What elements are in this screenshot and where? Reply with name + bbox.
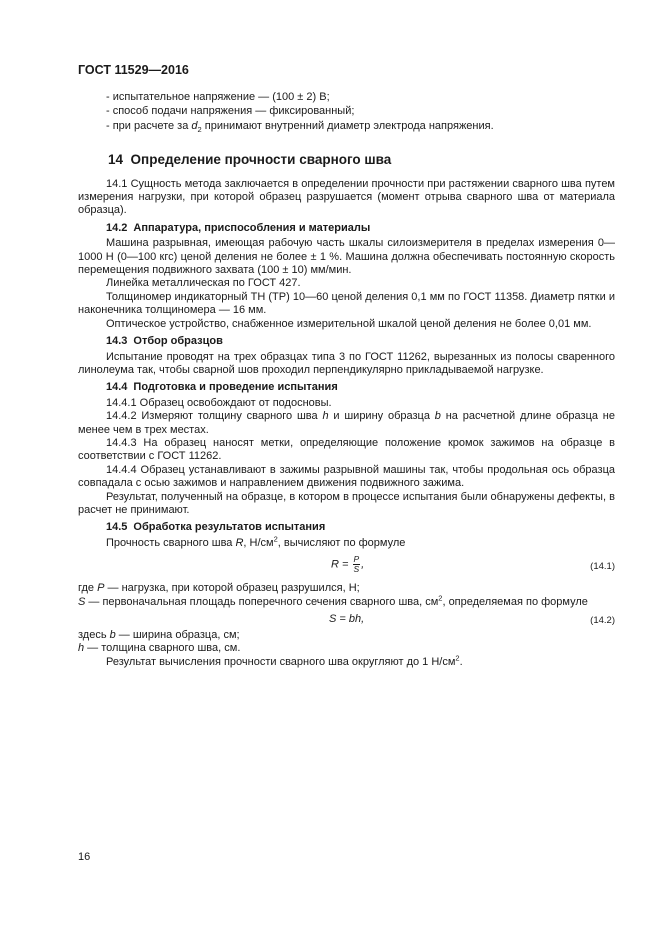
paragraph: где P — нагрузка, при которой образец разрушился, Н; [78, 582, 360, 595]
section-14-3-heading: 14.3 Отбор образцов [106, 335, 223, 348]
formula-number: (14.2) [590, 615, 615, 626]
paragraph: здесь b — ширина образца, см; [78, 629, 240, 641]
section-14-4-heading: 14.4 Подготовка и проведение испытания [106, 381, 338, 394]
paragraph: Испытание проводят на трех образцах типа 3 по ГОСТ 11262, вырезанных из полосы сваренного линолеума так, чтобы сварной шов проходил перпендикулярно прикладываемой нагрузке. [78, 350, 615, 376]
list-item: - при расчете за $d_2$ принимают внутренний диаметр электрода напряжения. [106, 119, 494, 134]
document-body [78, 91, 615, 669]
test-parameters-list [78, 91, 615, 133]
formula-14-2: S = bh, (14.2) [329, 613, 615, 626]
paragraph: Оптическое устройство, снабженное измерительной шкалой ценой деления не более 0,01 мм. [106, 317, 592, 330]
list-item: - испытательное напряжение — (100 ± 2) В; [106, 91, 330, 103]
paragraph-14-4-4: 14.4.4 Образец устанавливают в зажимы разрывной машины так, чтобы продольная ось образца совпадала с осью зажимов и направлением движения подвижного зажима. [78, 463, 615, 490]
fraction: $\frac{P}{S}$ [353, 554, 360, 575]
document-header: ГОСТ 11529—2016 [78, 63, 189, 77]
paragraph: Прочность сварного шва R, $Н/см^2$, вычисляют по формуле [106, 534, 406, 549]
paragraph: Машина разрывная, имеющая рабочую часть шкалы силоизмерителя в пределах измерения 0—1000 Н (0—100 кгс) ценой деления не более ± 1 %. Машина должна обеспечивать постоянную скорость перемещения подвижного захвата (100 ± 10) мм/мин. [78, 237, 615, 277]
page-number: 16 [78, 851, 91, 863]
paragraph: Результат вычисления прочности сварного шва округляют до 1 $Н/см^2$. [106, 653, 463, 668]
formula-number: (14.1) [590, 561, 615, 573]
list-item: - способ подачи напряжения — фиксированный; [106, 105, 355, 118]
paragraph-14-4-3: 14.4.3 На образец наносят метки, определяющие положение кромок зажимов на образце в соответствии с ГОСТ 11262. [78, 436, 615, 463]
paragraph-14-1: 14.1 Сущность метода заключается в определении прочности при растяжении сварного шва путем измерения нагрузки, при которой образец разрушается (момент отрыва сварного шва от материала образца). [78, 177, 615, 217]
paragraph-14-4-1: 14.4.1 Образец освобождают от подосновы. [106, 396, 332, 409]
paragraph: S — первоначальная площадь поперечного сечения сварного шва, $см^2$, определяемая по формуле [78, 592, 588, 608]
paragraph: Толщиномер индикаторный ТН (ТР) 10—60 ценой деления 0,1 мм по ГОСТ 11358. Диаметр пятки и наконечника толщиномера — 16 мм. [78, 290, 615, 317]
section-14-5-heading: 14.5 Обработка результатов испытания [106, 521, 326, 534]
paragraph: h — толщина сварного шва, см. [78, 642, 241, 655]
section-14-2-heading: 14.2 Аппаратура, приспособления и материалы [106, 221, 371, 234]
paragraph-14-4-2: 14.4.2 Измеряют толщину сварного шва h и ширину образца b на расчетной длине образца не менее чем в трех местах. [78, 410, 615, 436]
formula-14-1: R = $\frac{P}{S}$ , (14.1) [331, 554, 615, 575]
paragraph: Результат, полученный на образце, в котором в процессе испытания были обнаружены дефекты, в расчет не принимают. [78, 490, 615, 516]
section-14-heading: 14 Определение прочности сварного шва [108, 152, 392, 168]
paragraph: Линейка металлическая по ГОСТ 427. [106, 277, 301, 290]
